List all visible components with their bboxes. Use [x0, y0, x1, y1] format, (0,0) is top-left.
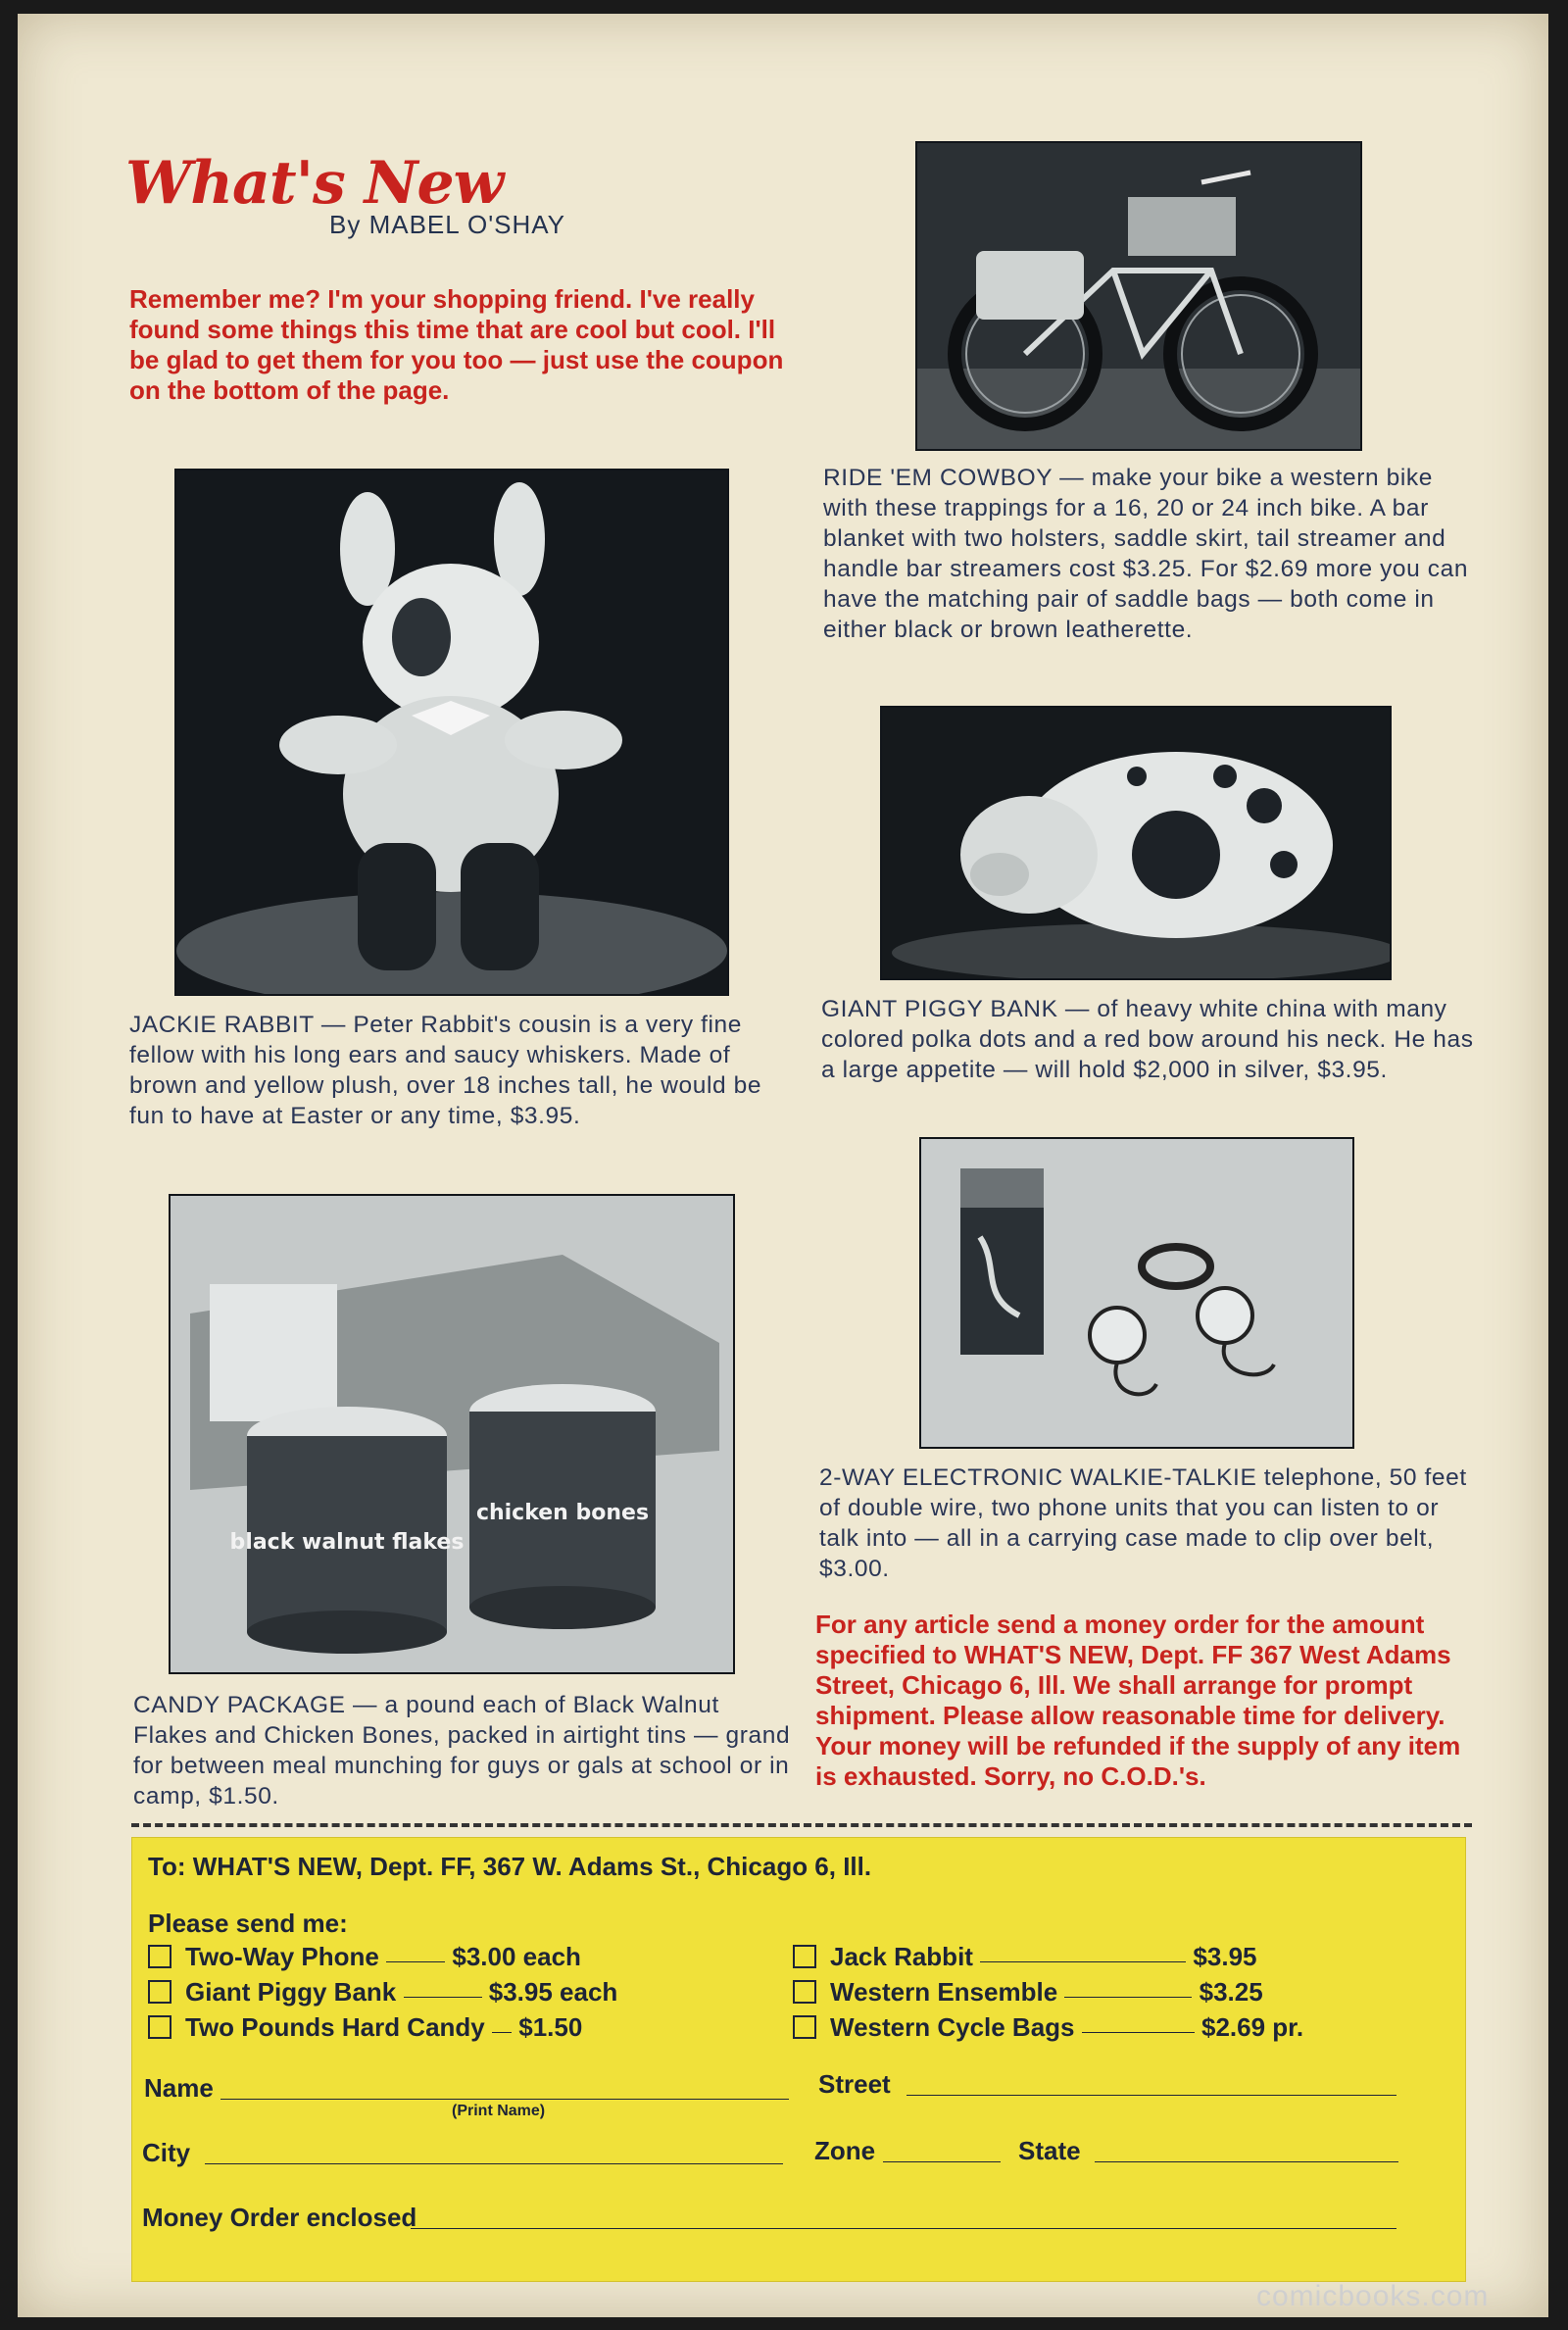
name-label: Name: [144, 2073, 214, 2103]
order-instructions: For any article send a money order for the amount specified to WHAT'S NEW, Dept. FF 367 West Adams Street, Chicago 6, Ill. We shall arrange for prompt shipment. Please allow reasonable time for delivery. Your money will be refunded if the supply of any item is exhausted. Sorry, no C.O.D.'s.: [815, 1610, 1461, 1791]
zone-field[interactable]: [883, 2161, 1001, 2162]
bike-photo: [915, 141, 1362, 451]
walkie-caption: 2-WAY ELECTRONIC WALKIE-TALKIE telephone, 50 feet of double wire, two phone units that you can listen to or talk into — all in a carrying case made to clip over belt, $3.00.: [819, 1464, 1467, 1582]
money-order-label: Money Order enclosed: [142, 2203, 417, 2232]
city-field[interactable]: [205, 2163, 783, 2164]
coupon-item-two-way-phone[interactable]: Two-Way Phone $3.00 each: [148, 1942, 581, 1972]
name-field[interactable]: [220, 2099, 789, 2100]
checkbox[interactable]: [793, 1980, 816, 2004]
coupon-address: To: WHAT'S NEW, Dept. FF, 367 W. Adams St., Chicago 6, Ill.: [148, 1852, 872, 1881]
rabbit-caption: JACKIE RABBIT — Peter Rabbit's cousin is a very fine fellow with his long ears and saucy whiskers. Made of brown and yellow plush, over 18 inches tall, he would be fun to have at Easter or any time, $3.95.: [129, 1012, 762, 1129]
watermark: comicbooks.com: [1256, 2280, 1490, 2312]
bike-caption: RIDE 'EM COWBOY — make your bike a western bike with these trappings for a 16, 20 or 24 inch bike. A bar blanket with two holsters, saddle skirt, tail streamer and handle bar streamers cost $3.25. For $2.69 more you can have the matching pair of saddle bags — both come in either black or brown leatherette.: [823, 465, 1469, 643]
street-field[interactable]: [906, 2095, 1396, 2096]
state-field[interactable]: [1095, 2161, 1398, 2162]
checkbox[interactable]: [148, 1980, 172, 2004]
cut-line: [131, 1823, 1472, 1827]
print-name-hint: (Print Name): [452, 2103, 546, 2119]
tin2-label: chicken bones: [475, 1501, 650, 1525]
state-label: State: [1018, 2136, 1081, 2165]
page: [18, 14, 1548, 2317]
coupon-item-western-cycle-bags[interactable]: Western Cycle Bags $2.69 pr.: [793, 2012, 1303, 2043]
coupon-item-hard-candy[interactable]: Two Pounds Hard Candy $1.50: [148, 2012, 582, 2043]
walkie-image: [921, 1139, 1352, 1447]
piggy-image: [882, 708, 1390, 978]
intro-text: Remember me? I'm your shopping friend. I've really found some things this time that are cool but cool. I'll be glad to get them for you too — just use the coupon on the bottom of the page.: [129, 284, 784, 405]
checkbox[interactable]: [793, 1945, 816, 1968]
page-title: What's New: [125, 149, 504, 218]
order-coupon: [131, 1837, 1466, 2282]
zone-label: Zone: [814, 2136, 876, 2165]
walkie-photo: [919, 1137, 1354, 1449]
candy-image: [171, 1196, 733, 1672]
byline: By MABEL O'SHAY: [329, 210, 566, 239]
coupon-item-jack-rabbit[interactable]: Jack Rabbit $3.95: [793, 1942, 1257, 1972]
coupon-item-western-ensemble[interactable]: Western Ensemble $3.25: [793, 1977, 1263, 2008]
street-label: Street: [818, 2069, 891, 2099]
rabbit-photo: [174, 469, 729, 996]
money-order-field[interactable]: [411, 2228, 1396, 2229]
piggy-caption: GIANT PIGGY BANK — of heavy white china with many colored polka dots and a red bow around his neck. He has a large appetite — will hold $2,000 in silver, $3.95.: [821, 996, 1474, 1083]
piggy-photo: [880, 706, 1392, 980]
tin1-label: black walnut flakes: [229, 1530, 465, 1555]
rabbit-image: [176, 471, 727, 994]
coupon-item-giant-piggy-bank[interactable]: Giant Piggy Bank $3.95 each: [148, 1977, 617, 2008]
checkbox[interactable]: [793, 2015, 816, 2039]
candy-photo: [169, 1194, 735, 1674]
checkbox[interactable]: [148, 1945, 172, 1968]
coupon-please-send: Please send me:: [148, 1909, 348, 1938]
candy-caption: CANDY PACKAGE — a pound each of Black Walnut Flakes and Chicken Bones, packed in airtight tins — grand for between meal munching for guys or gals at school or in camp, $1.50.: [133, 1692, 791, 1809]
city-label: City: [142, 2138, 191, 2167]
checkbox[interactable]: [148, 2015, 172, 2039]
bike-image: [917, 143, 1360, 449]
